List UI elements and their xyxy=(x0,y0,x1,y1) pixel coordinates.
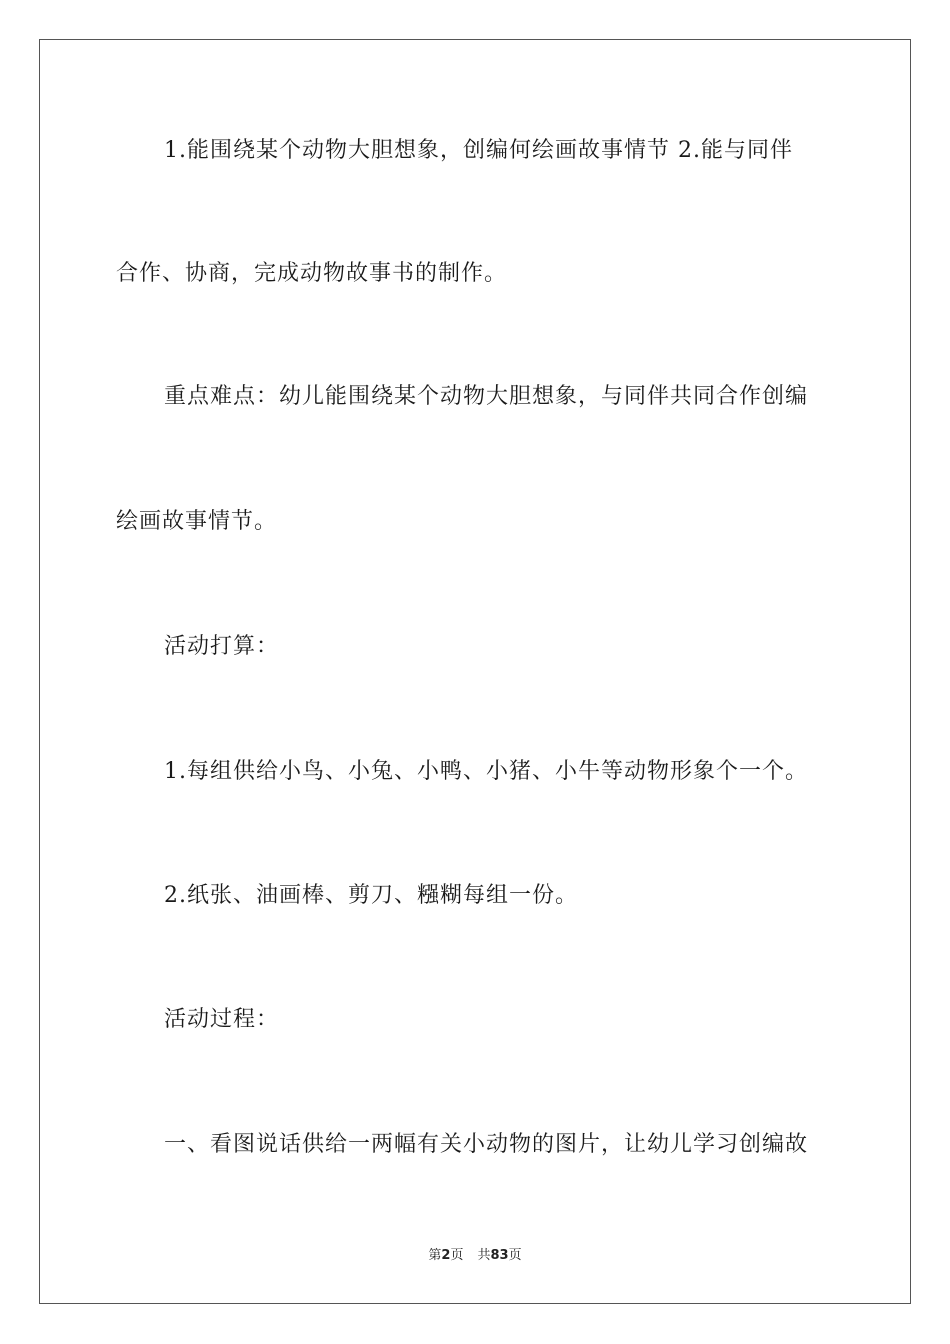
footer-total-pages: 83 xyxy=(490,1248,509,1263)
footer-page-number: 2 xyxy=(441,1248,451,1263)
paragraph-objectives-line-1: 1.能围绕某个动物大胆想象，创编何绘画故事情节 2.能与同伴 xyxy=(164,138,793,163)
preparation-item-2: 2.纸张、油画棒、剪刀、糨糊每组一份。 xyxy=(164,883,578,908)
footer-total-suffix: 页 xyxy=(508,1248,522,1263)
heading-activity-preparation: 活动打算： xyxy=(164,634,280,659)
process-step-1: 一、看图说话供给一两幅有关小动物的图片，让幼儿学习创编故 xyxy=(164,1132,809,1157)
paragraph-key-points-line-2: 绘画故事情节。 xyxy=(116,509,278,534)
paragraph-key-points-line-1: 重点难点：幼儿能围绕某个动物大胆想象，与同伴共同合作创编 xyxy=(164,384,809,409)
footer-total-prefix: 共 xyxy=(477,1248,491,1263)
heading-activity-process: 活动过程： xyxy=(164,1007,280,1032)
preparation-item-1: 1.每组供给小鸟、小兔、小鸭、小猪、小牛等动物形象个一个。 xyxy=(164,759,808,784)
footer-page-suffix: 页 xyxy=(450,1248,464,1263)
page-border xyxy=(39,39,911,1304)
page-footer xyxy=(0,1247,950,1265)
footer-prefix: 第 xyxy=(428,1248,442,1263)
paragraph-objectives-line-2: 合作、协商，完成动物故事书的制作。 xyxy=(116,261,508,286)
